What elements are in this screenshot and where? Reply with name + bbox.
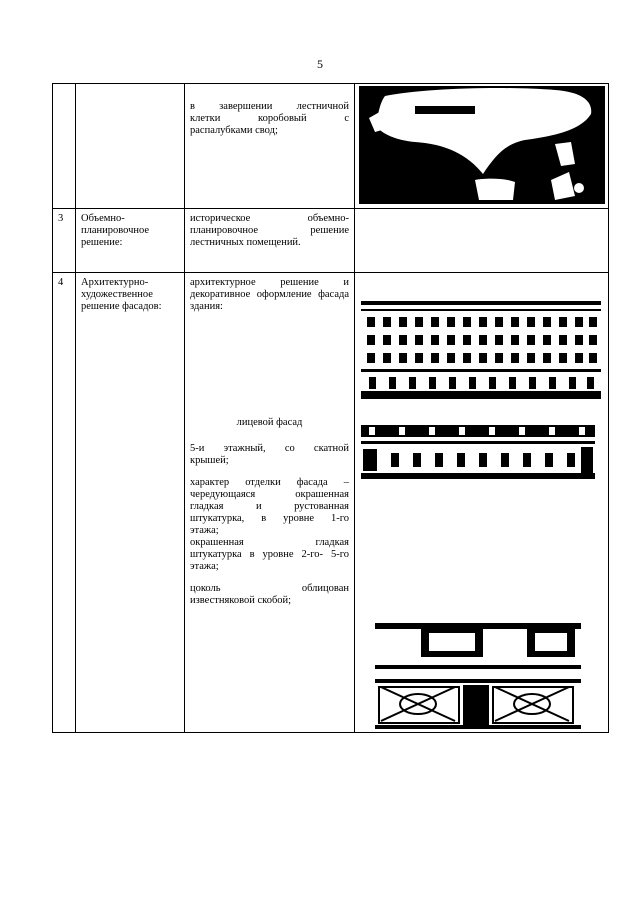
row-name-cell [76, 209, 185, 273]
photo-cell [355, 273, 609, 733]
name-line: планировочное [81, 225, 150, 236]
facade-photo [355, 283, 608, 403]
name-line: решение фасадов: [81, 301, 162, 312]
row-number-cell [53, 84, 76, 209]
name-line: Объемно- [81, 213, 125, 224]
photo-cell [355, 209, 609, 273]
name-line: художественное [81, 289, 153, 300]
ground-floor-photo [355, 423, 608, 483]
row-description-cell [185, 209, 355, 273]
row-number-cell [53, 209, 76, 273]
row-name-cell [76, 84, 185, 209]
plinth-photo [355, 621, 608, 731]
finish-line: этажа; [190, 525, 219, 536]
desc-line: лестничных помещений. [190, 237, 301, 248]
finish-line: этажа; [190, 561, 219, 572]
finish-line: гладкая и рустованная [190, 501, 349, 512]
desc-line: архитектурное решение и [190, 277, 349, 288]
finish-line: окрашенная гладкая [190, 537, 349, 548]
finish-line: чередующаяся окрашенная [190, 489, 349, 500]
plinth-line: известняковой скобой; [190, 595, 292, 606]
floors-line: крышей; [190, 455, 229, 466]
table-row [53, 273, 609, 733]
row-description-cell [185, 273, 355, 733]
facade-label: лицевой фасад [236, 417, 303, 428]
desc-line: здания: [190, 301, 223, 312]
finish-line: штукатурка в уровне 2-го- 5-го [190, 549, 349, 560]
name-line: Архитектурно- [81, 277, 149, 288]
desc-line: историческое объемно- [190, 213, 349, 224]
row-number-cell [53, 273, 76, 733]
desc-line: клетки коробовый с [190, 113, 349, 124]
row-name-cell [76, 273, 185, 733]
table-row [53, 84, 609, 209]
finish-line: характер отделки фасада – [190, 477, 349, 488]
row-description-cell [185, 84, 355, 209]
desc-line: распалубками свод; [190, 125, 278, 136]
finish-line: штукатурка, в уровне 1-го [190, 513, 349, 524]
photo-cell [355, 84, 609, 209]
object-description-table [52, 83, 609, 733]
desc-line: в завершении лестничной [190, 101, 349, 112]
desc-line: планировочное решение [190, 225, 349, 236]
vault-photo [355, 84, 608, 208]
table-row [53, 209, 609, 273]
plinth-line: цоколь облицован [190, 583, 349, 594]
page-number: 5 [317, 57, 323, 71]
row-number: 3 [58, 213, 64, 224]
name-line: решение: [81, 237, 123, 248]
row-number: 4 [58, 277, 64, 288]
desc-line: декоративное оформление фасада [190, 289, 349, 300]
floors-line: 5-и этажный, со скатной [190, 443, 349, 454]
